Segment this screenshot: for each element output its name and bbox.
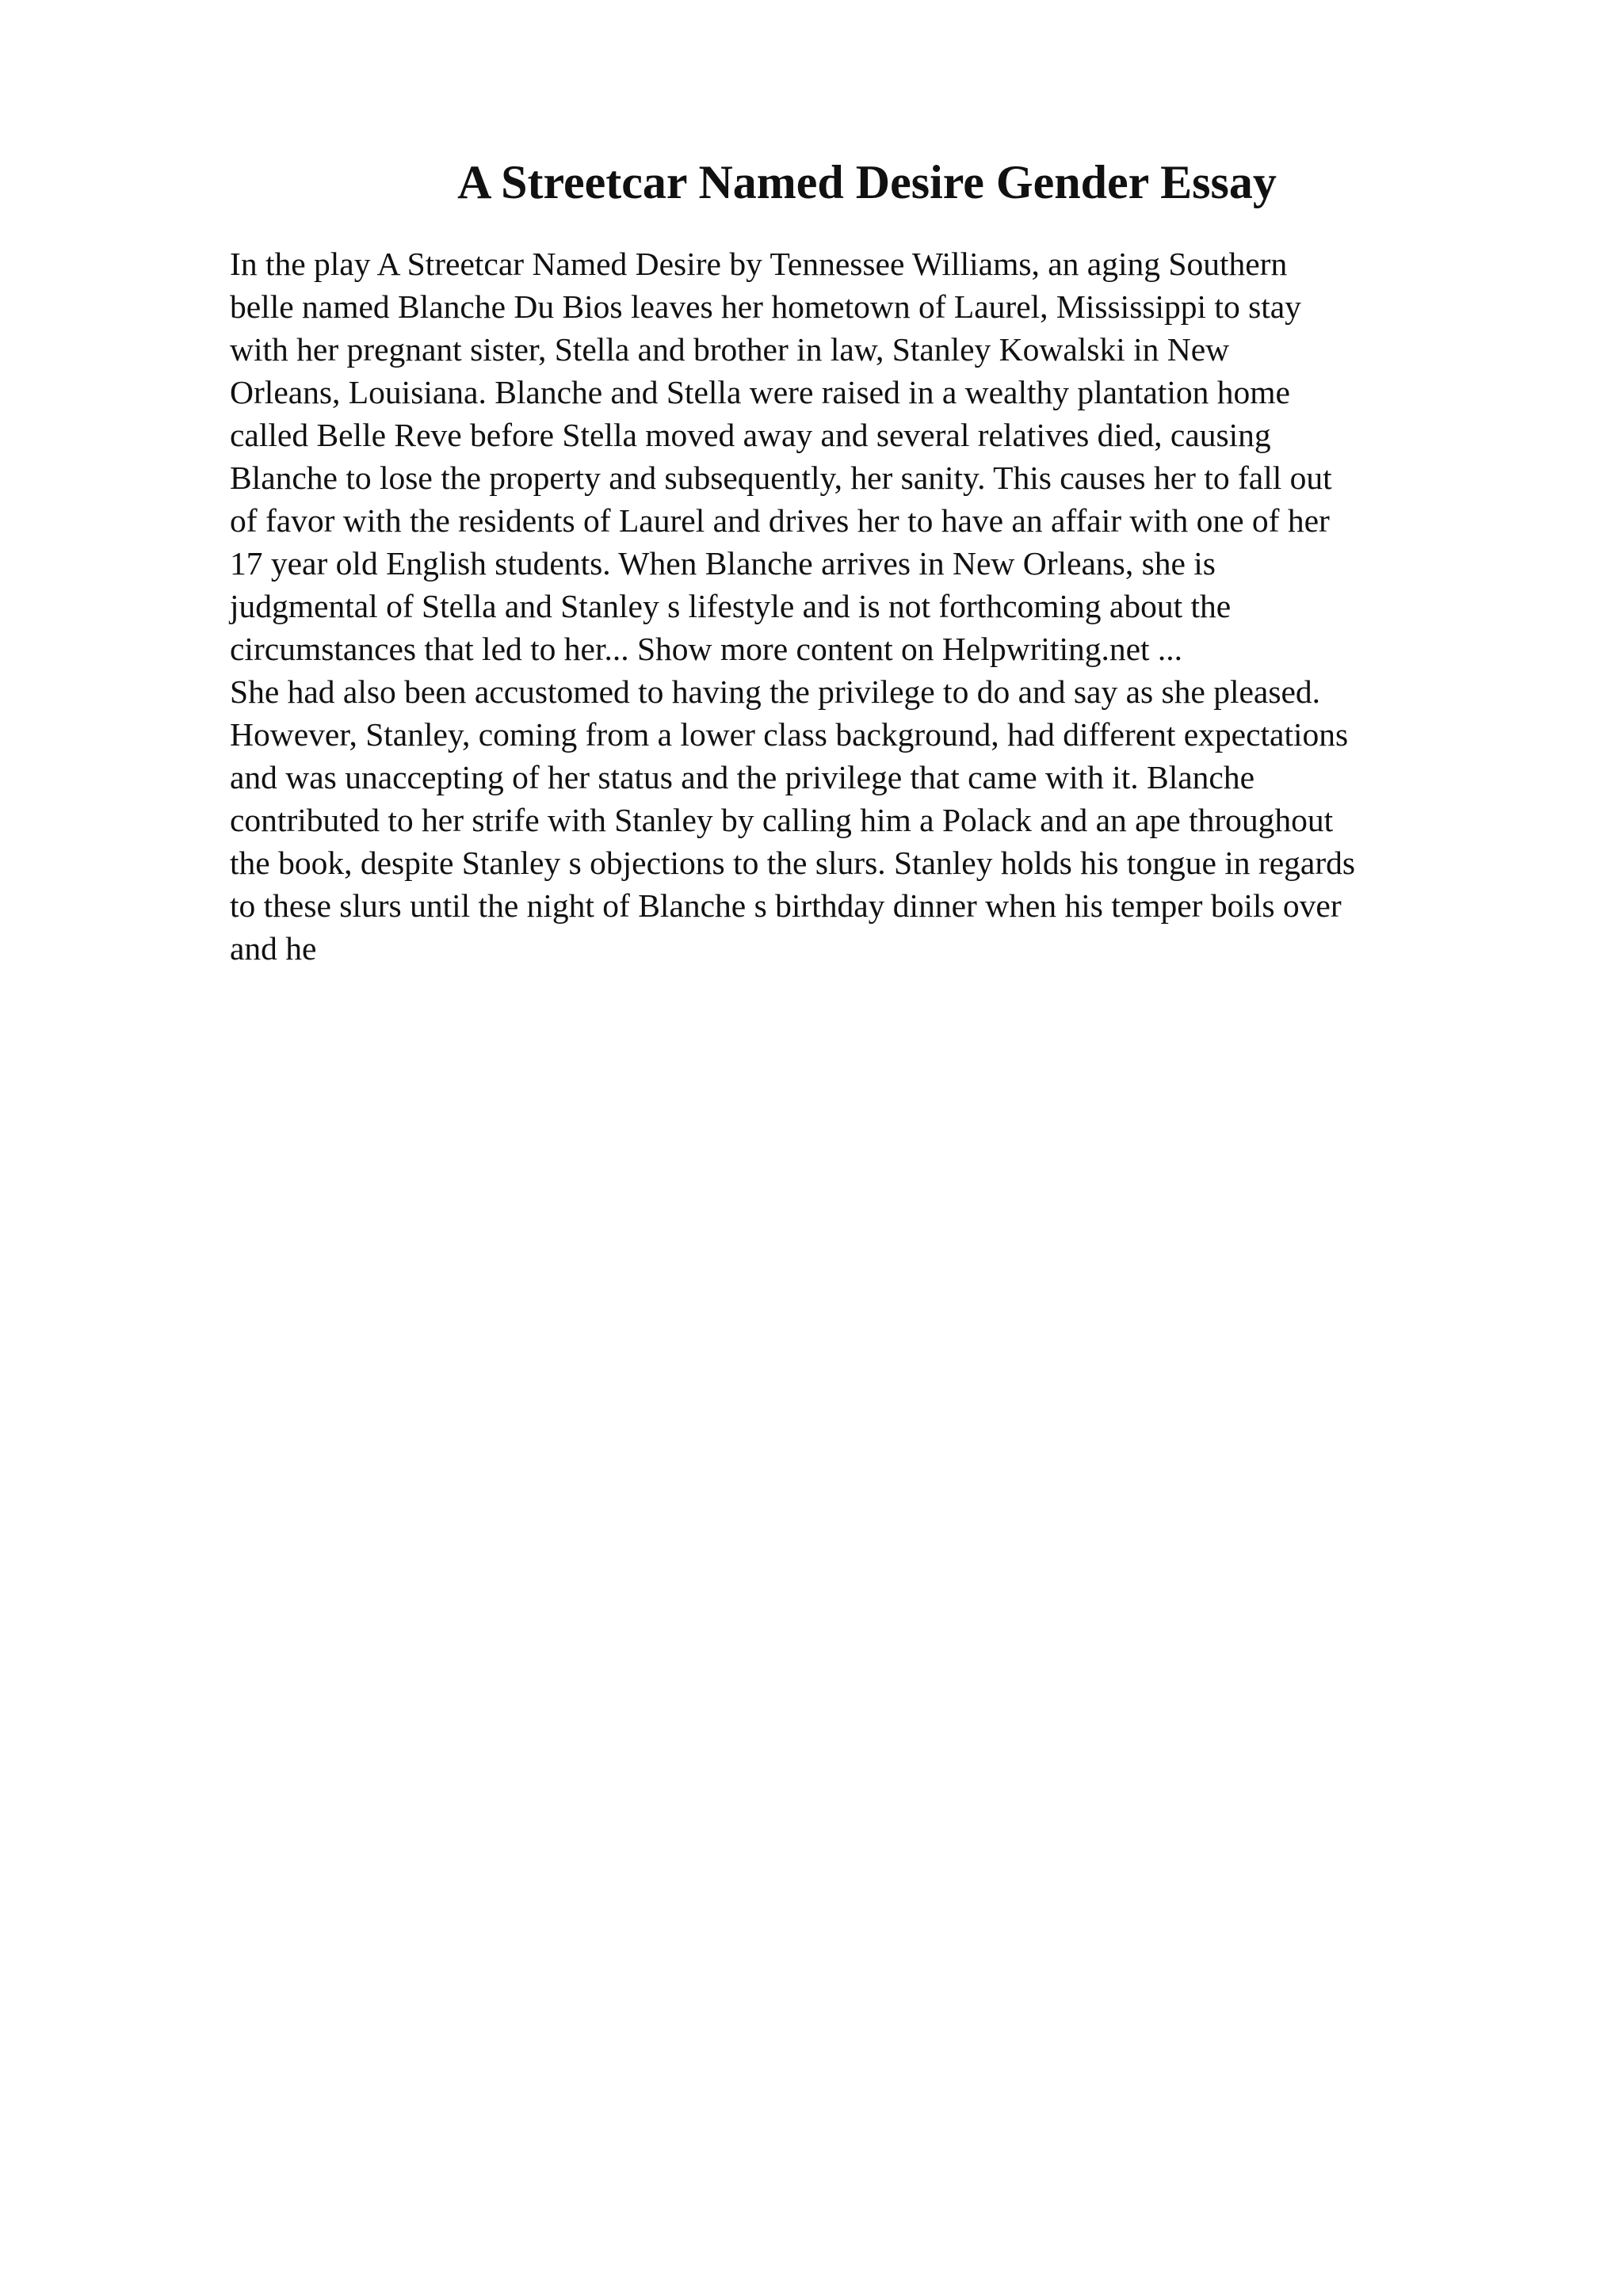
- document-title: A Streetcar Named Desire Gender Essay: [457, 156, 1277, 208]
- text-line: judgmental of Stella and Stanley s lifestyle and is not forthcoming about the: [230, 588, 1232, 624]
- text-line: of favor with the residents of Laurel and drives her to have an affair with one of her: [230, 502, 1330, 539]
- text-line: In the play A Streetcar Named Desire by Tennessee Williams, an aging Southern: [230, 246, 1288, 282]
- text-line: She had also been accustomed to having the privilege to do and say as she pleased.: [230, 673, 1321, 710]
- text-line: to these slurs until the night of Blanche s birthday dinner when his temper boils over: [230, 887, 1342, 924]
- text-line: the book, despite Stanley s objections to the slurs. Stanley holds his tongue in regards: [230, 845, 1356, 881]
- text-line: called Belle Reve before Stella moved away and several relatives died, causing: [230, 417, 1271, 453]
- text-line: belle named Blanche Du Bios leaves her hometown of Laurel, Mississippi to stay: [230, 288, 1301, 325]
- text-line: However, Stanley, coming from a lower class background, had different expectations: [230, 716, 1349, 753]
- text-line: 17 year old English students. When Blanche arrives in New Orleans, she is: [230, 545, 1216, 582]
- essay-body: [230, 242, 1514, 970]
- text-line: and was unaccepting of her status and the privilege that came with it. Blanche: [230, 759, 1254, 795]
- text-line: contributed to her strife with Stanley by calling him a Polack and an ape throughout: [230, 802, 1334, 838]
- text-line: and he: [230, 930, 317, 967]
- text-line: circumstances that led to her... Show more content on Helpwriting.net ...: [230, 631, 1183, 667]
- text-line: with her pregnant sister, Stella and brother in law, Stanley Kowalski in New: [230, 331, 1230, 368]
- text-line: Blanche to lose the property and subsequently, her sanity. This causes her to fall out: [230, 460, 1332, 496]
- text-line: Orleans, Louisiana. Blanche and Stella were raised in a wealthy plantation home: [230, 374, 1290, 410]
